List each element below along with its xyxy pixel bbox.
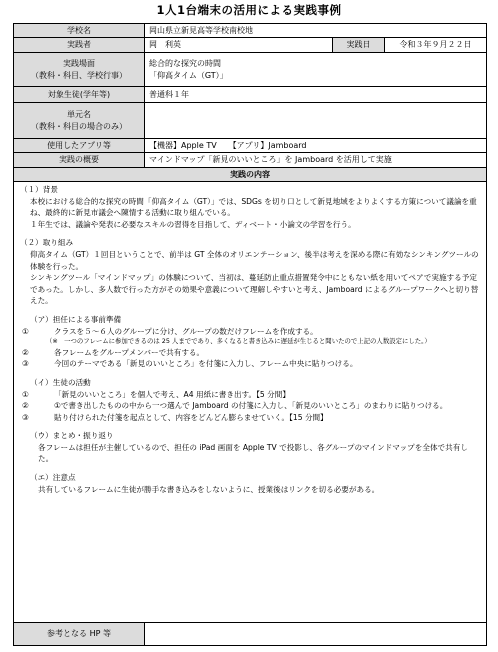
section-2-paragraph-1: 仰高タイム（GT）１回目ということで、前半は GT 全体のオリエンテーション、後半は考えを深める際に有効なシンキングツールの体験を行った。 (30, 249, 479, 271)
section-1-heading: （１）背景 (20, 185, 58, 194)
row-target (14, 87, 486, 103)
subsection-d-paragraph: 共有しているフレームに生徒が勝手な書き込みをしないように、授業後はリンクを切る必要がある。 (38, 484, 380, 494)
content-header-label: 実践の内容 (230, 170, 270, 179)
tools-value: 【機器】Apple TV 【アプリ】Jamboard (149, 141, 307, 150)
item-text: 「新見のいいところ」を個人で考え、A4 用紙に書き出す。【5 分間】 (54, 389, 290, 399)
item-text: ①で書き出したものの中から一つ選んで Jamboard の付箋に入力し、「新見のいいところ」のまわりに貼りつける。 (54, 401, 448, 411)
tools-label: 使用したアプリ等 (14, 139, 145, 152)
subsection-a-item-2 (20, 347, 480, 359)
reference-value (145, 623, 486, 645)
unit-value (145, 103, 486, 138)
item-text: 貼り付けられた付箋を起点として、内容をどんどん膨らませていく。【15 分間】 (54, 412, 328, 422)
section-2-paragraph-2: シンキングツール「マインドマップ」の体験について、当初は、蔓延防止重点措置発令中にともない紙を用いてペアで実施する予定であった。しかし、多人数で行った方がその効果や意義について理解しやすいと考え、Jamboard によるグループワークへと切り替えた。 (30, 273, 479, 306)
subsection-d-heading: （エ）注意点 (30, 473, 76, 483)
overview-label: 実践の概要 (14, 153, 145, 167)
scene-label (14, 53, 145, 86)
item-number: ① (22, 389, 29, 399)
subsection-a-item-3 (20, 358, 480, 370)
subsection-a-item-1 (20, 326, 480, 338)
subsection-b-heading: （イ）生徒の活動 (30, 377, 91, 387)
date-label: 実践日 (333, 38, 385, 52)
spacer (20, 307, 480, 314)
scene-value (145, 53, 486, 86)
school-value: 岡山県立新見高等学校南校地 (149, 26, 253, 35)
subsection-b-item-2 (20, 400, 480, 412)
row-tools (14, 139, 486, 153)
scene-label-line1: 実践場面 (63, 58, 95, 68)
section-1-paragraph-2: １年生では、議論や発表に必要なスキルの習得を目指して、ディベート・小論文の学習を行う。 (30, 219, 356, 229)
item-number: ③ (22, 412, 29, 422)
overview-value: マインドマップ「新見のいいところ」を Jamboard を活用して実施 (149, 155, 392, 164)
item-number: ② (22, 347, 29, 357)
item-number: ③ (22, 359, 29, 369)
section-1-paragraph-1: 本校における総合的な探究の時間「仰高タイム（GT）」では、SDGs を切り口として新見地域をよりよくする方策について議論を重ね、最終的に新見市議会へ陳情する活動に取り組んでいる。 (30, 196, 477, 218)
unit-label-line1: 単元名 (67, 109, 91, 119)
scene-label-line2: （教科・科目、学校行事） (31, 70, 127, 80)
subsection-b-item-3 (20, 412, 480, 424)
item-number: ① (22, 326, 29, 336)
content-header (14, 168, 486, 182)
row-content (14, 182, 486, 623)
practitioner-value: 岡 利英 (145, 38, 333, 52)
row-school (14, 24, 486, 38)
school-label: 学校名 (14, 24, 145, 37)
subsection-b-item-1 (20, 389, 480, 401)
spacer (20, 423, 480, 430)
subsection-a-heading: （ア）担任による事前準備 (30, 314, 122, 324)
unit-label (14, 103, 145, 138)
document-title: 1人1台端末の活用による実践事例 (156, 3, 342, 17)
practitioner-label: 実践者 (14, 38, 145, 52)
scene-value-line2: 「仰高タイム（GT）」 (149, 70, 228, 80)
practice-report-table (13, 23, 487, 646)
item-text: 今回のテーマである「新見のいいところ」を付箋に入力し、フレーム中央に貼りつける。 (54, 359, 358, 369)
row-practitioner (14, 38, 486, 53)
row-reference (14, 623, 486, 645)
date-value: 令和３年９月２２日 (399, 40, 472, 49)
spacer (20, 370, 480, 377)
row-scene (14, 53, 486, 87)
item-number: ② (22, 401, 29, 411)
subsection-c-paragraph: 各フレームは担任が主催しているので、担任の iPad 画面を Apple TV で投影し、各グループのマインドマップを全体で共有した。 (38, 442, 468, 464)
spacer (20, 465, 480, 472)
unit-label-line2: （教科・科目の場合のみ） (31, 121, 127, 131)
scene-value-line1: 総合的な探究の時間 (149, 58, 221, 68)
row-unit (14, 103, 486, 139)
reference-label: 参考となる HP 等 (14, 623, 145, 645)
item-text: クラスを５～６人のグループに分け、グループの数だけフレームを作成する。 (54, 326, 318, 336)
content-body (14, 182, 486, 497)
spacer (20, 230, 480, 237)
target-value: 普通科１年 (149, 89, 189, 99)
item-text: 各フレームをグループメンバーで共有する。 (54, 347, 205, 357)
section-2-heading: （２）取り組み (20, 238, 74, 248)
subsection-a-note: （※ 一つのフレームに参加できるのは 25 人までであり、多くなると書き込みに遅延が生じると聞いたので上記の人数設定にした。） (46, 337, 431, 346)
subsection-c-heading: （ウ）まとめ・振り返り (30, 431, 114, 441)
row-overview (14, 153, 486, 168)
target-label: 対象生徒(学年等) (14, 87, 145, 102)
